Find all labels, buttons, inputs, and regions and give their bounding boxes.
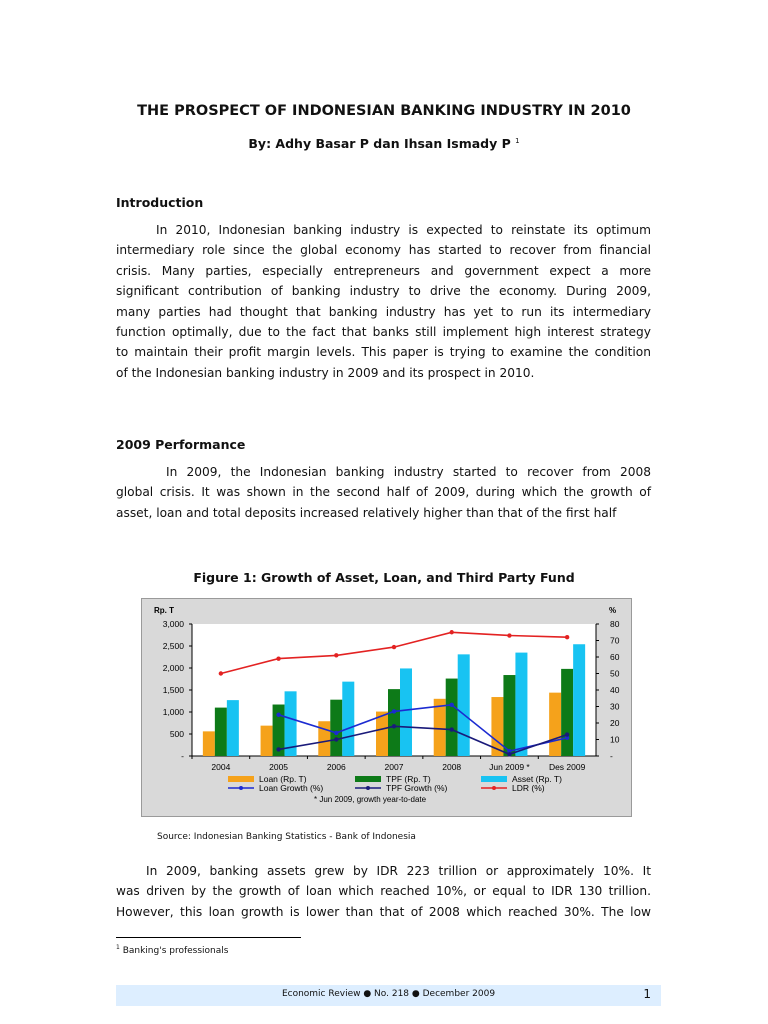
figure-caption: Figure 1: Growth of Asset, Loan, and Third Party Fund (193, 570, 575, 585)
legend-label: Asset (Rp. T) (512, 774, 562, 784)
document-title: THE PROSPECT OF INDONESIAN BANKING INDUSTRY IN 2010 (137, 103, 631, 119)
right-tick-label: 40 (610, 685, 620, 695)
x-tick-label: 2005 (269, 762, 289, 772)
left-tick-label: 1,500 (162, 685, 184, 695)
x-tick-label: Des 2009 (548, 762, 586, 772)
bar-tpf (446, 679, 458, 756)
left-tick-label: - (181, 751, 184, 761)
paragraph-line: function optimally, due to the fact that banks still implement high interest strategy (116, 325, 651, 340)
bar-tpf (561, 669, 573, 756)
legend-swatch (355, 776, 381, 782)
series-marker (450, 630, 454, 634)
left-tick-label: 2,500 (162, 641, 184, 651)
right-axis-label: % (609, 606, 617, 615)
bar-asset (227, 700, 239, 756)
bar-asset (515, 653, 527, 756)
page-footer (116, 985, 661, 1006)
series-marker (276, 656, 280, 660)
right-tick-label: 80 (610, 619, 620, 629)
bar-tpf (330, 700, 342, 756)
legend-label: TPF (Rp. T) (386, 774, 431, 784)
bar-tpf (388, 689, 400, 756)
paragraph-line: significant contribution of banking industry to drive the economy. During 2009, (116, 284, 651, 299)
legend-swatch (481, 776, 507, 782)
legend-label: TPF Growth (%) (386, 783, 448, 793)
bar-loan (549, 693, 561, 756)
paragraph-line: global crisis. It was shown in the second half of 2009, during which the growth of (116, 485, 651, 500)
series-marker (276, 713, 280, 717)
footnote-text: Banking's professionals (122, 946, 229, 956)
legend-swatch (228, 776, 254, 782)
right-tick-label: 70 (610, 635, 620, 646)
paragraph-line: However, this loan growth is lower than that of 2008 which reached 30%. The low (116, 904, 651, 919)
legend-marker (492, 786, 496, 790)
section-heading-performance: 2009 Performance (116, 437, 246, 452)
legend-marker (239, 786, 243, 790)
paragraph-line: was driven by the growth of loan which reached 10%, or equal to IDR 130 trillion. (116, 884, 651, 899)
left-tick-label: 1,000 (162, 707, 184, 717)
section-heading-introduction: Introduction (116, 195, 204, 210)
right-tick-label: 20 (610, 718, 620, 728)
x-tick-label: 2006 (326, 762, 346, 772)
paragraph-line: In 2009, banking assets grew by IDR 223 trillion or approximately 10%. It (146, 864, 651, 878)
right-tick-label: 50 (610, 668, 620, 679)
x-tick-label: 2008 (442, 762, 462, 772)
series-marker (392, 724, 396, 728)
right-tick-label: 10 (610, 734, 620, 745)
figure-source: Source: Indonesian Banking Statistics - Bank of Indonesia (157, 832, 416, 842)
right-tick-label: 60 (610, 652, 620, 662)
paragraph-performance (116, 462, 651, 523)
bar-loan (203, 731, 215, 756)
left-tick-label: 3,000 (162, 619, 184, 629)
legend-marker (366, 786, 370, 790)
right-tick-label: 30 (610, 701, 620, 712)
paragraph-line: many parties had thought that banking industry has yet to run its intermediary (116, 304, 651, 319)
x-tick-label: 2007 (384, 762, 404, 772)
right-tick-label: - (610, 751, 613, 761)
series-marker (392, 645, 396, 649)
x-tick-label: 2004 (211, 762, 231, 772)
bar-tpf (503, 675, 515, 756)
author-byline (0, 136, 768, 151)
bar-asset (573, 644, 585, 756)
footnote-reference: 1 (515, 136, 520, 145)
series-marker (565, 635, 569, 639)
figure-chart (141, 598, 632, 817)
series-marker (334, 653, 338, 657)
paragraph-introduction (116, 220, 651, 383)
left-tick-label: 2,000 (162, 663, 184, 673)
paragraph-line: crisis. Many parties, especially entrepreneurs and government expect a more (116, 263, 651, 278)
bar-asset (400, 668, 412, 756)
x-tick-label: Jun 2009 * (489, 762, 530, 772)
footer-journal: Economic Review ● No. 218 ● December 2009 (281, 989, 496, 999)
author-names: By: Adhy Basar P dan Ihsan Ismady P (248, 136, 511, 151)
legend-label: Loan Growth (%) (259, 783, 324, 793)
bar-loan (261, 726, 273, 756)
legend-label: Loan (Rp. T) (259, 774, 307, 784)
bar-asset (458, 654, 470, 756)
paragraph-line: asset, loan and total deposits increased relatively higher than that of the first half (116, 505, 617, 520)
paragraph-assets (116, 861, 651, 922)
bar-loan (318, 721, 330, 756)
chart-note: * Jun 2009, growth year-to-date (314, 795, 427, 804)
left-axis-label: Rp. T (154, 606, 174, 615)
legend-label: LDR (%) (512, 783, 545, 793)
bar-asset (342, 682, 354, 756)
left-tick-label: 500 (169, 729, 184, 739)
series-marker (392, 709, 396, 713)
page-number: 1 (643, 987, 651, 1001)
paragraph-line: of the Indonesian banking industry in 2009 and its prospect in 2010. (116, 365, 535, 380)
footnote-divider (116, 937, 301, 938)
series-marker (507, 633, 511, 637)
paragraph-line: In 2009, the Indonesian banking industry started to recover from 2008 (166, 465, 651, 479)
footnote (116, 944, 228, 956)
footnote-mark: 1 (116, 944, 120, 951)
series-marker (334, 731, 338, 735)
paragraph-line: In 2010, Indonesian banking industry is expected to reinstate its optimum (156, 223, 651, 237)
series-marker (334, 737, 338, 741)
series-marker (565, 732, 569, 736)
bar-tpf (215, 708, 227, 756)
paragraph-line: intermediary role since the global economy has started to recover from financial (116, 243, 651, 258)
paragraph-line: to maintain their profit margin levels. This paper is trying to examine the condition (116, 345, 651, 360)
series-marker (276, 747, 280, 751)
series-marker (450, 703, 454, 707)
chart-svg (142, 599, 633, 818)
series-marker (450, 727, 454, 731)
series-marker (219, 671, 223, 675)
series-marker (507, 752, 511, 756)
